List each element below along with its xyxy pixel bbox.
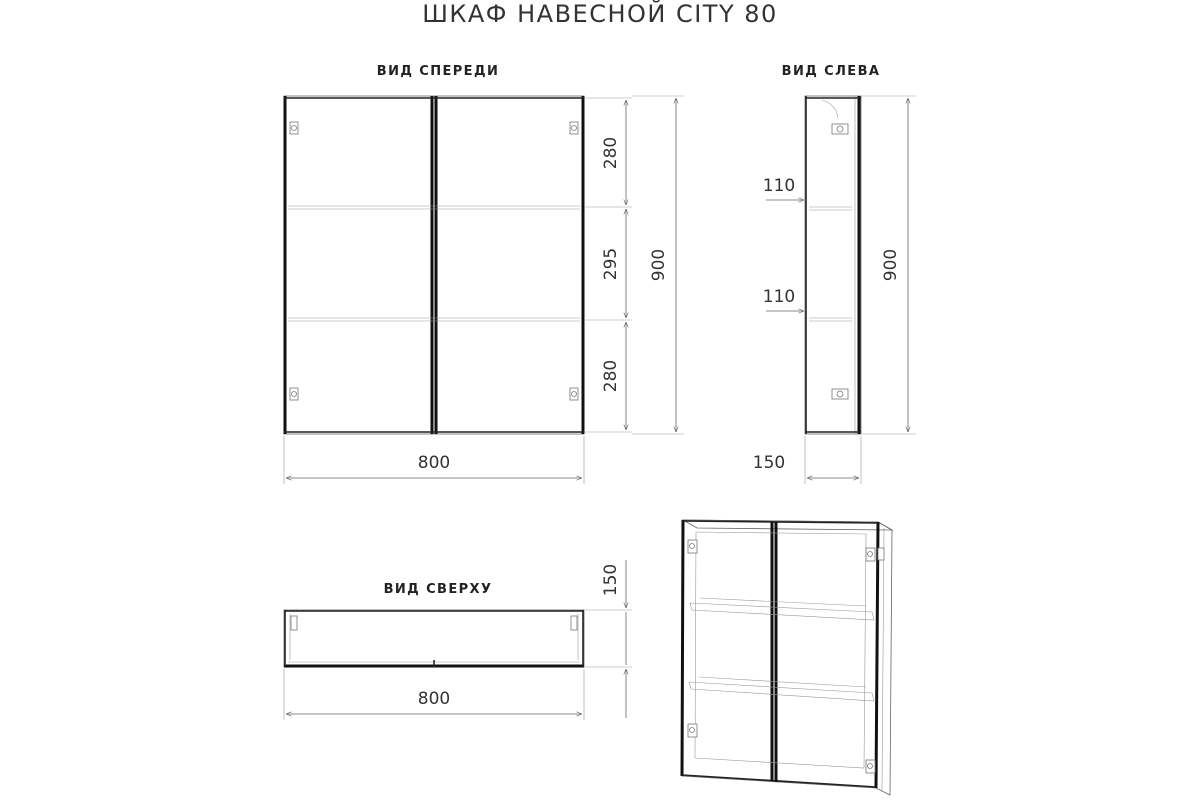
front-view bbox=[284, 64, 684, 484]
dim-left-depth: 150 bbox=[752, 453, 786, 473]
iso-left-edge bbox=[682, 520, 683, 776]
left-view bbox=[753, 64, 916, 484]
left-depth-dimension bbox=[753, 436, 861, 484]
hinge-icon bbox=[290, 122, 578, 400]
left-shelf-dimensions bbox=[763, 176, 804, 311]
top-depth-dimension bbox=[585, 560, 632, 718]
isometric-view bbox=[682, 520, 892, 795]
iso-bottom-edge bbox=[682, 775, 876, 787]
drawing-title: ШКАФ НАВЕСНОЙ CITY 80 bbox=[422, 0, 778, 28]
iso-inner-frame bbox=[695, 532, 866, 768]
dim-top-depth: 150 bbox=[601, 563, 621, 597]
left-height-dimension bbox=[862, 96, 916, 434]
dim-front-height: 900 bbox=[649, 248, 669, 282]
hinge-icon bbox=[291, 616, 577, 630]
dim-top-width: 800 bbox=[417, 689, 451, 709]
iso-side-inner bbox=[882, 528, 884, 790]
iso-right-edge bbox=[876, 522, 878, 788]
dim-shelf-1: 110 bbox=[762, 176, 796, 196]
dim-bottom-section: 280 bbox=[601, 359, 621, 393]
front-section-dimensions bbox=[584, 98, 632, 432]
door-swing-arc bbox=[822, 100, 838, 118]
dim-middle-section: 295 bbox=[601, 247, 621, 281]
front-body-outline bbox=[284, 96, 584, 434]
front-height-dimension bbox=[632, 96, 684, 434]
dim-left-height: 900 bbox=[881, 248, 901, 282]
top-body-outline bbox=[284, 610, 584, 667]
left-body-outline bbox=[805, 96, 861, 434]
dim-top-section: 280 bbox=[601, 136, 621, 170]
top-width-dimension bbox=[284, 669, 584, 720]
iso-front-outline bbox=[682, 520, 878, 788]
hinge-icon bbox=[688, 540, 884, 773]
top-view bbox=[284, 560, 632, 720]
dim-front-width: 800 bbox=[417, 453, 451, 473]
dim-shelf-2: 110 bbox=[762, 287, 796, 307]
iso-shelves bbox=[689, 598, 874, 701]
front-width-dimension bbox=[284, 436, 584, 484]
front-view-label: ВИД СПЕРЕДИ bbox=[376, 64, 500, 79]
top-view-label: ВИД СВЕРХУ bbox=[383, 582, 493, 597]
left-view-label: ВИД СЛЕВА bbox=[781, 64, 881, 79]
hinge-icon bbox=[832, 124, 848, 399]
